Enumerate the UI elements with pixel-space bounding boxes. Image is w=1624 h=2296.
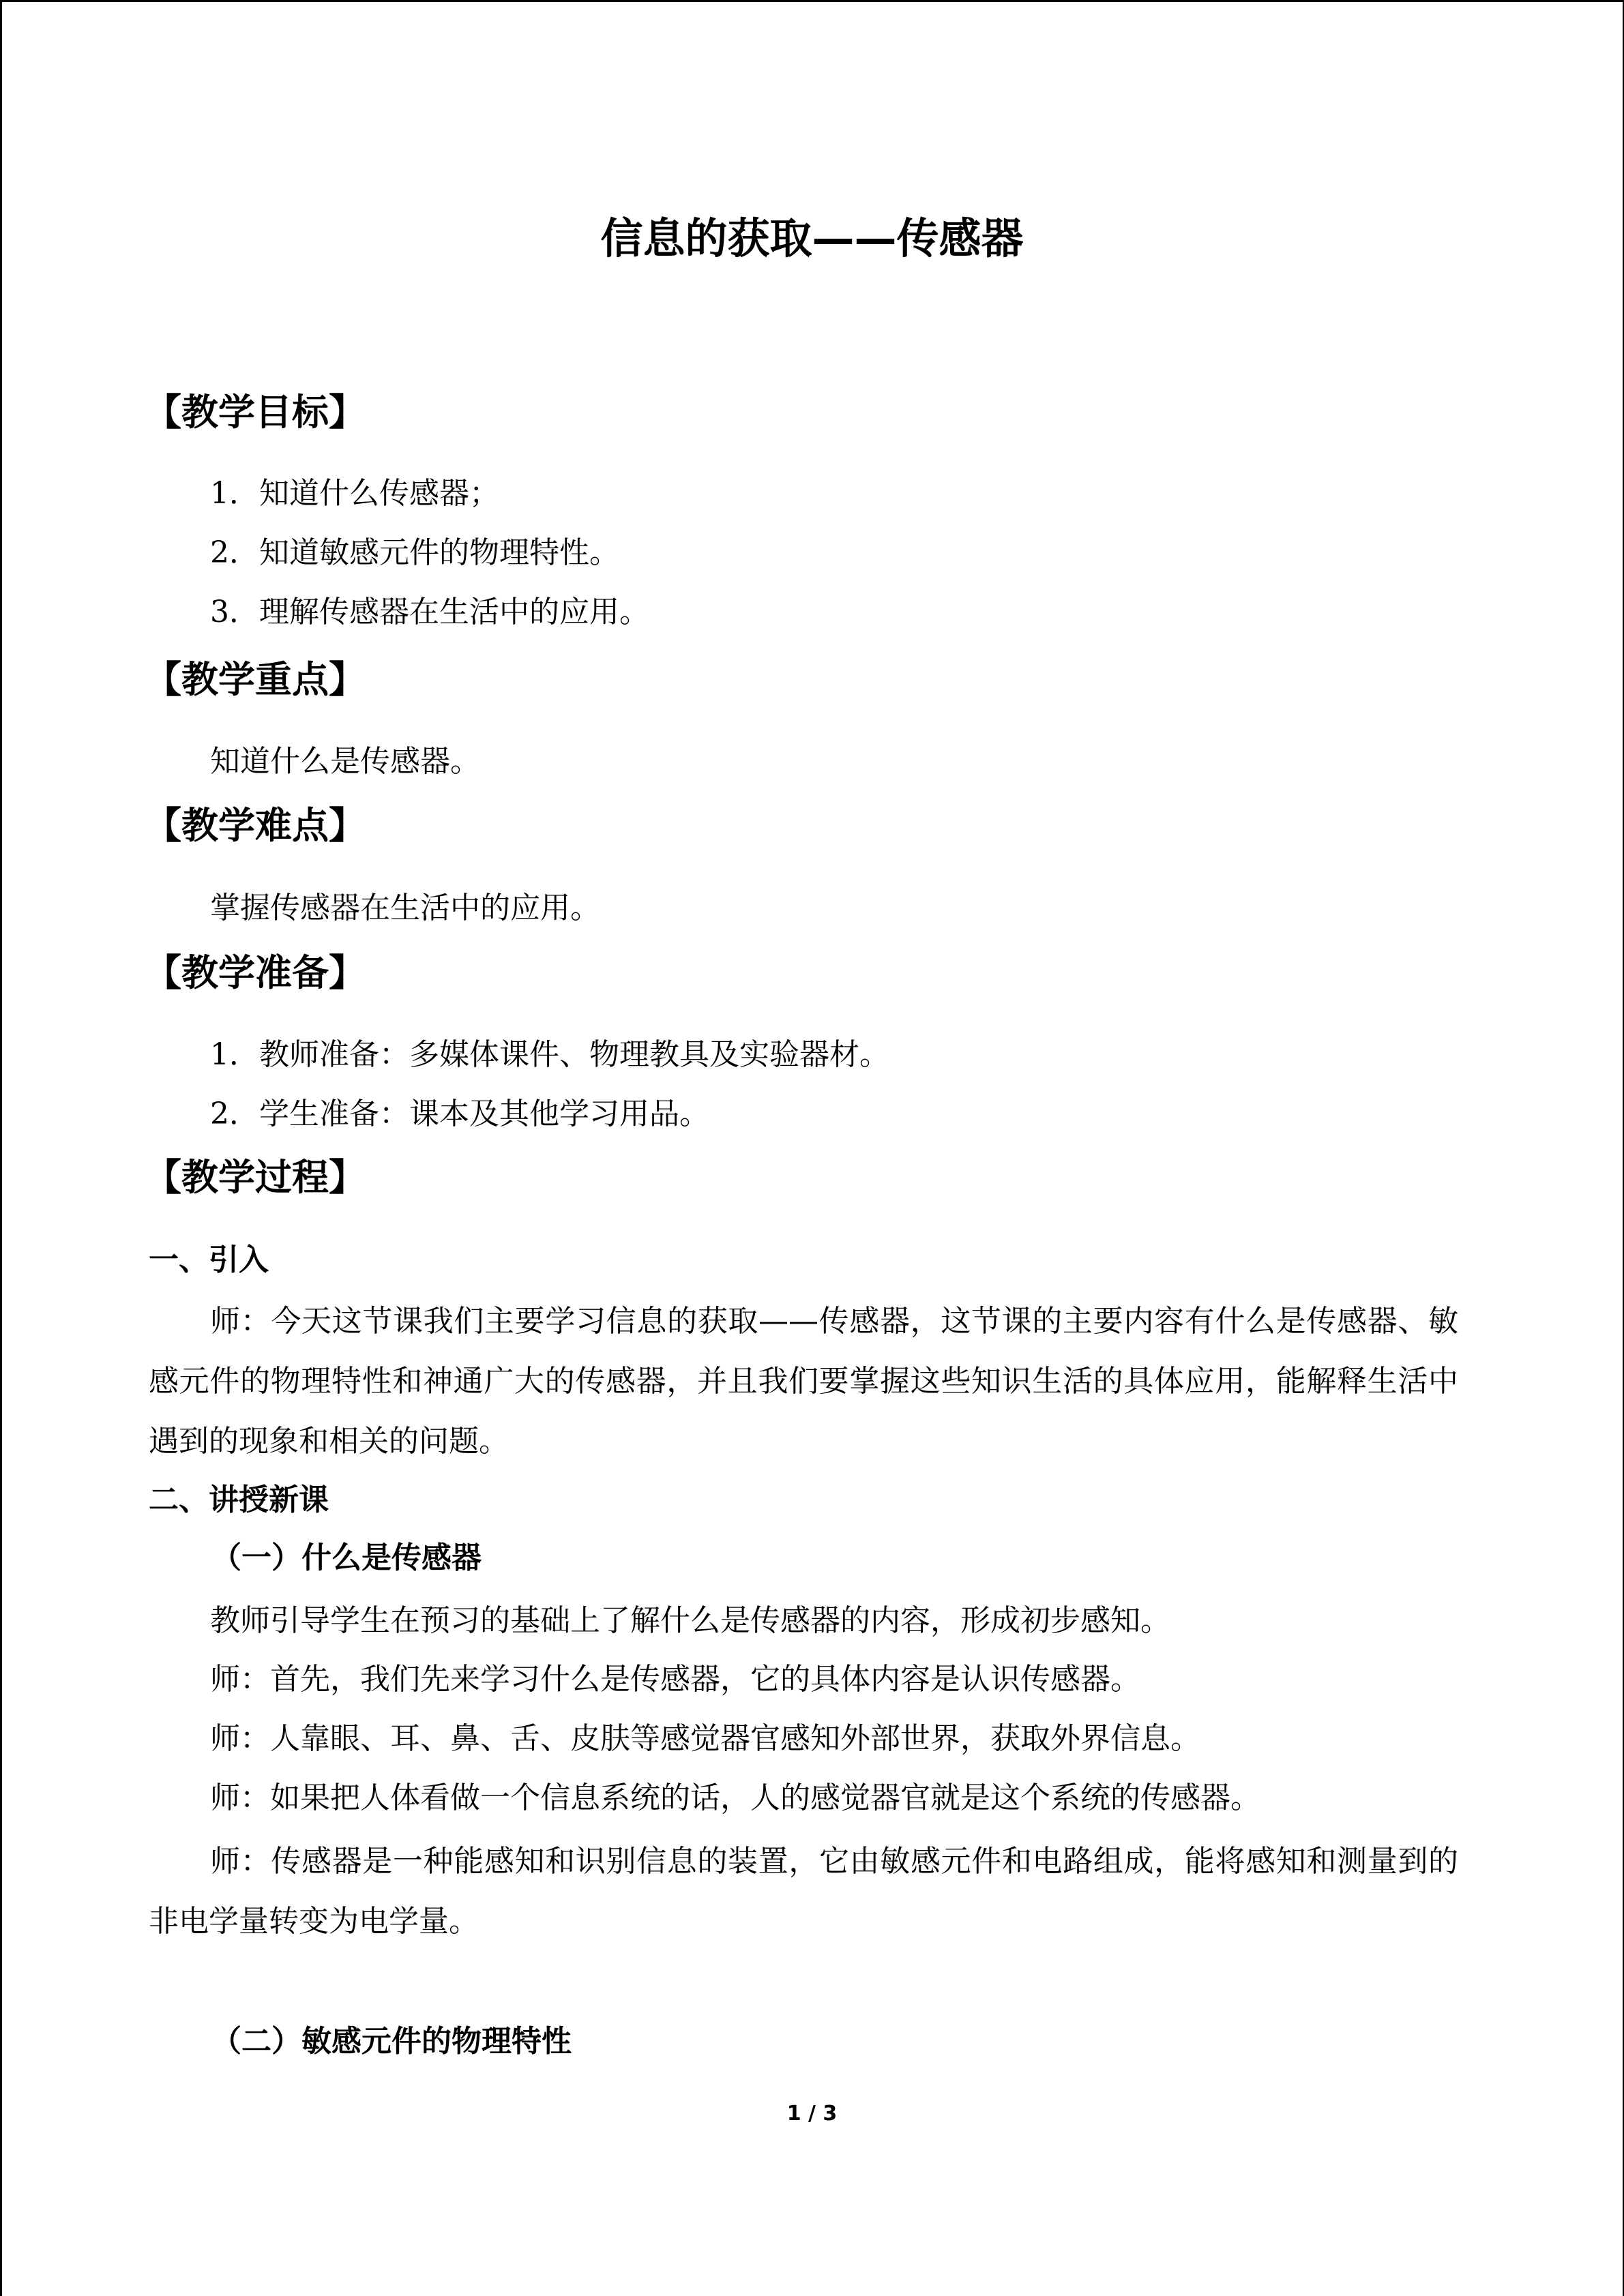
page-number: 1 / 3	[786, 2102, 838, 2126]
sensor-line-3: 师：人靠眼、耳、鼻、舌、皮肤等感觉器官感知外部世界，获取外界信息。	[210, 1721, 1200, 1756]
intro-paragraph: 师：今天这节课我们主要学习信息的获取——传感器，这节课的主要内容有什么是传感器、敏感元件的物理特性和神通广大的传感器，并且我们要掌握这些知识生活的具体应用，能解释生活中遇到的现象和相关的问题。	[149, 1304, 1458, 1459]
difficulties-text: 掌握传感器在生活中的应用。	[210, 891, 600, 925]
sensor-line-1: 教师引导学生在预习的基础上了解什么是传感器的内容，形成初步感知。	[210, 1603, 1170, 1638]
heading-difficulties: 【教学难点】	[145, 804, 366, 847]
heading-new-lesson: 二、讲授新课	[149, 1482, 329, 1517]
objective-item-3: 3．理解传感器在生活中的应用。	[210, 595, 649, 629]
heading-process: 【教学过程】	[145, 1156, 366, 1199]
objective-item-2: 2．知道敏感元件的物理特性。	[210, 535, 619, 570]
heading-intro: 一、引入	[149, 1242, 269, 1277]
heading-what-is-sensor: （一）什么是传感器	[211, 1540, 482, 1575]
sensor-line-4: 师：如果把人体看做一个信息系统的话，人的感觉器官就是这个系统的传感器。	[210, 1780, 1260, 1815]
key-points-text: 知道什么是传感器。	[210, 744, 480, 779]
heading-objectives: 【教学目标】	[145, 391, 366, 434]
heading-sensitive-element: （二）敏感元件的物理特性	[211, 2024, 572, 2059]
sensor-definition-paragraph: 师：传感器是一种能感知和识别信息的装置，它由敏感元件和电路组成，能将感知和测量到的非电学量转变为电学量。	[149, 1844, 1458, 1939]
sensor-line-2: 师：首先，我们先来学习什么是传感器，它的具体内容是认识传感器。	[210, 1662, 1140, 1697]
preparation-item-2: 2．学生准备：课本及其他学习用品。	[210, 1097, 709, 1131]
objective-item-1: 1．知道什么传感器；	[210, 476, 499, 511]
document-title: 信息的获取——传感器	[600, 213, 1024, 263]
heading-key-points: 【教学重点】	[145, 658, 366, 701]
heading-preparation: 【教学准备】	[145, 951, 366, 994]
preparation-item-1: 1．教师准备：多媒体课件、物理教具及实验器材。	[210, 1037, 889, 1072]
